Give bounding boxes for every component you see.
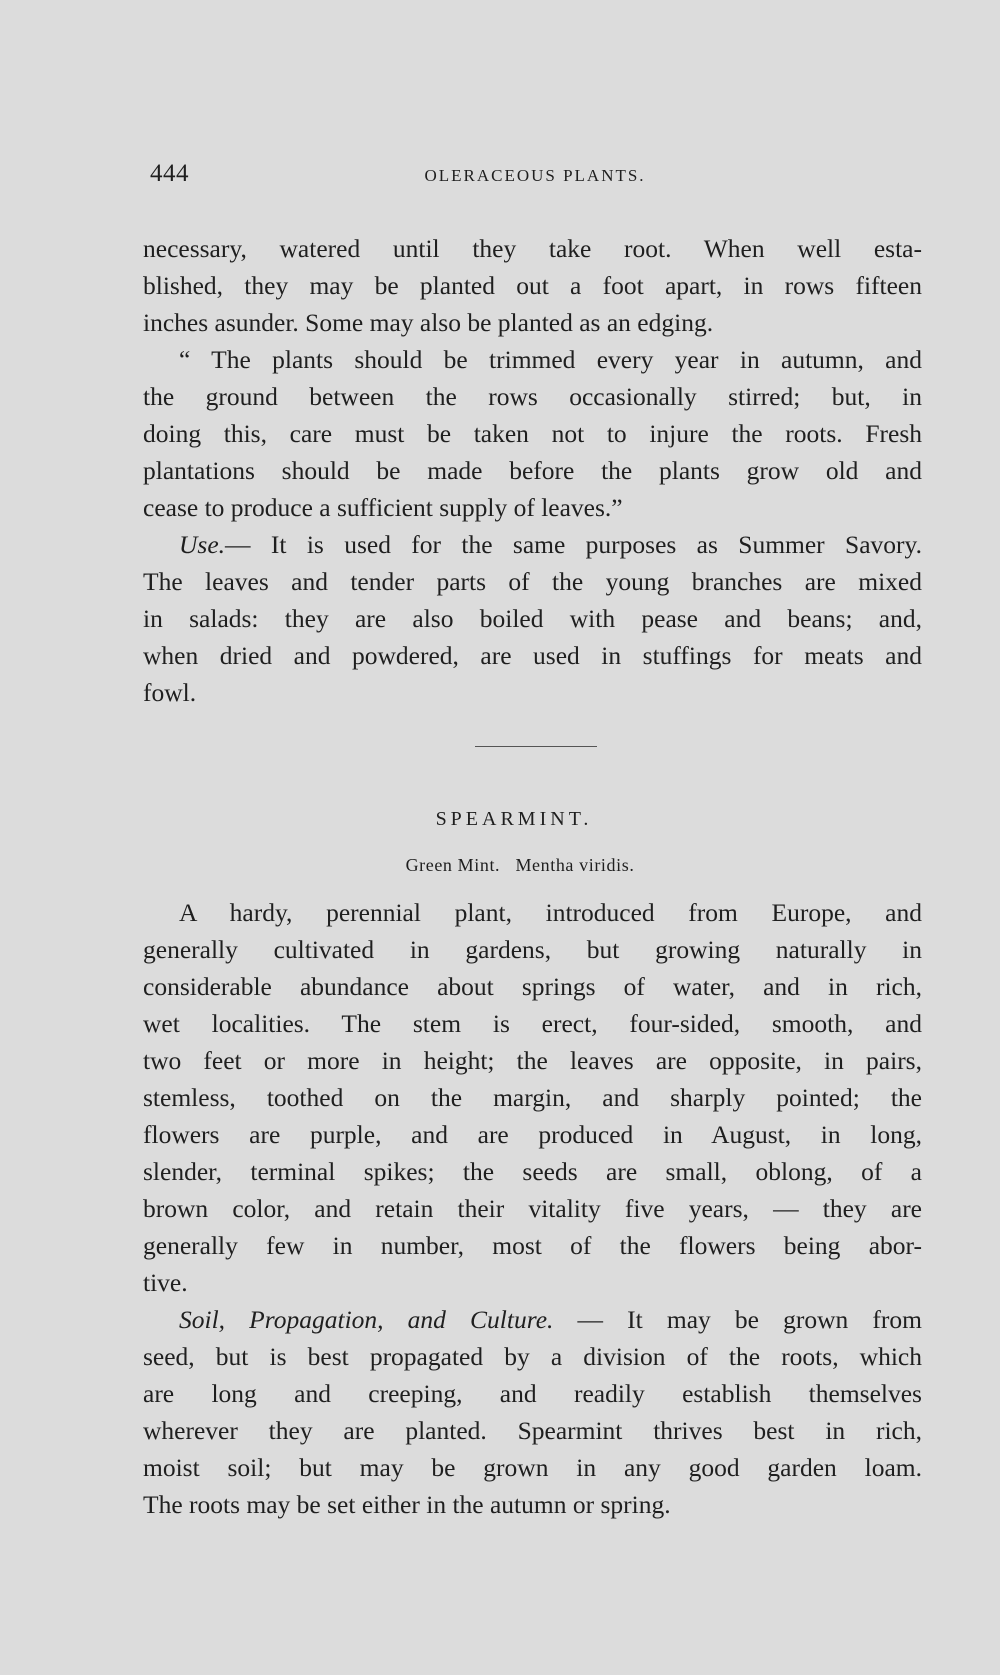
section-subtitle: Green Mint. Mentha viridis. <box>405 855 635 875</box>
section-title: SPEARMINT. <box>435 808 593 830</box>
text-line: wherever they are planted. Spearmint thrives best in rich, <box>143 1416 922 1445</box>
paragraph-planting <box>143 230 922 341</box>
spearmint-section <box>143 894 922 1523</box>
text-line <box>143 1301 922 1338</box>
text-line: “ The plants should be trimmed every year in autumn, and <box>179 345 922 374</box>
text-line: cease to produce a sufficient supply of leaves.” <box>143 493 623 522</box>
text-line: moist soil; but may be grown in any good garden loam. <box>143 1453 922 1482</box>
text-line: wet localities. The stem is erect, four-sided, smooth, and <box>143 1009 922 1038</box>
text-line: The leaves and tender parts of the young branches are mixed <box>143 567 922 596</box>
text-line: the ground between the rows occasionally stirred; but, in <box>143 382 922 411</box>
text-line: in salads: they are also boiled with pease and beans; and, <box>143 604 922 633</box>
use-lead-in: Use. <box>179 530 226 559</box>
text-line: brown color, and retain their vitality five years, — they are <box>143 1194 922 1223</box>
text-line: are long and creeping, and readily establish themselves <box>143 1379 922 1408</box>
culture-line-text: — It may be grown from <box>553 1305 922 1334</box>
text-line: seed, but is best propagated by a division of the roots, which <box>143 1342 922 1371</box>
text-line: The roots may be set either in the autumn or spring. <box>143 1490 671 1519</box>
section-divider-rule <box>475 746 597 747</box>
text-line: flowers are purple, and are produced in August, in long, <box>143 1120 922 1149</box>
paragraph-use <box>143 526 922 711</box>
paragraph-trimming <box>143 341 922 526</box>
text-line: necessary, watered until they take root. When well esta- <box>143 234 922 263</box>
paragraph-culture <box>143 1301 922 1523</box>
text-line <box>143 526 922 563</box>
page-number: 444 <box>150 160 189 187</box>
text-line: fowl. <box>143 678 197 707</box>
text-line: plantations should be made before the plants grow old and <box>143 456 922 485</box>
text-line: A hardy, perennial plant, introduced from Europe, and <box>179 898 922 927</box>
text-line: slender, terminal spikes; the seeds are small, oblong, of a <box>143 1157 922 1186</box>
use-line-text: — It is used for the same purposes as Summer Savory. <box>225 530 922 559</box>
text-line: generally cultivated in gardens, but growing naturally in <box>143 935 922 964</box>
culture-lead-in: Soil, Propagation, and Culture. <box>179 1305 554 1334</box>
text-line: doing this, care must be taken not to injure the roots. Fresh <box>143 419 922 448</box>
text-line: tive. <box>143 1268 188 1297</box>
running-head: OLERACEOUS PLANTS. <box>424 166 646 185</box>
text-line: inches asunder. Some may also be planted as an edging. <box>143 308 714 337</box>
text-line: considerable abundance about springs of water, and in rich, <box>143 972 922 1001</box>
text-line: when dried and powdered, are used in stuffings for meats and <box>143 641 922 670</box>
text-line: generally few in number, most of the flowers being abor- <box>143 1231 922 1260</box>
text-line: blished, they may be planted out a foot apart, in rows fifteen <box>143 271 922 300</box>
paragraph-description <box>143 894 922 1301</box>
text-line: stemless, toothed on the margin, and sharply pointed; the <box>143 1083 922 1112</box>
text-line: two feet or more in height; the leaves are opposite, in pairs, <box>143 1046 922 1075</box>
continued-section <box>143 230 922 711</box>
